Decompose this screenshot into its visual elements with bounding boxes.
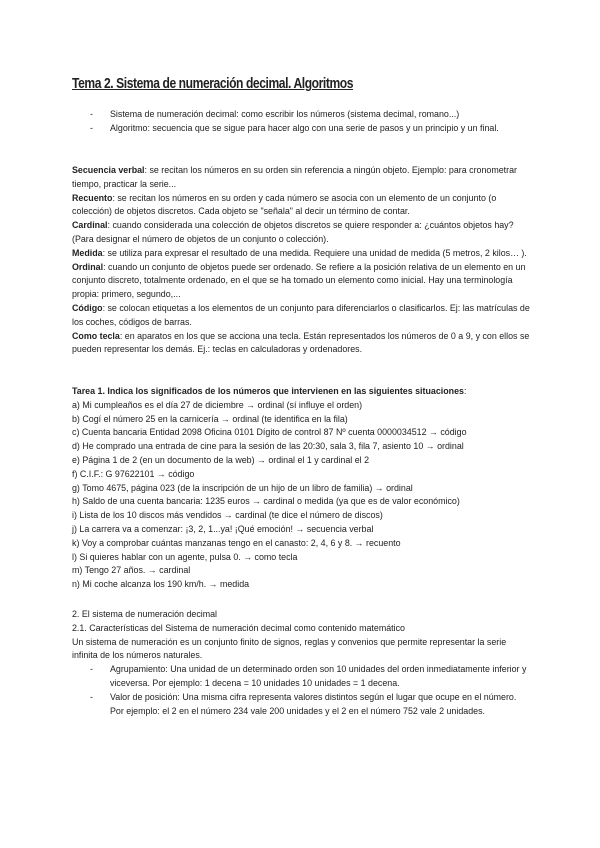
definition-codigo [72,302,532,330]
definition-recuento [72,192,532,220]
bullet-dash: - [90,691,93,702]
task-item: k) Voy a comprobar cuántas manzanas tengo en el canasto: 2, 4, 6 y 8. → recuento [72,537,401,548]
section-subheading: 2.1. Características del Sistema de numeración decimal como contenido matemático [72,622,405,633]
bullet-dash: - [90,122,93,133]
task-heading-text: . Indica los significados de los números que intervienen en las siguientes situaciones [102,386,464,396]
task-item: j) La carrera va a comenzar: ¡3, 2, 1...ya! ¡Qué emoción! → secuencia verbal [72,523,374,534]
task-item: l) Si quieres hablar con un agente, pulsa 0. → como tecla [72,551,298,562]
task-item: c) Cuenta bancaria Entidad 2098 Oficina 0101 Dígito de control 87 Nº cuenta 0000034512 → código [72,427,467,438]
definition-term: Recuento [72,192,113,203]
task-item: f) C.I.F.: G 97622101 → código [72,468,195,479]
bullet-dash: - [90,664,93,675]
task-item: h) Saldo de una cuenta bancaria: 1235 euros → cardinal o medida (ya que es de valor económico) [72,496,460,507]
definition-text: : cuando un conjunto de objetos puede ser ordenado. Se refiere a la posición relativa de un elemento en un conjunto discreto, totalmente ordenado, en el que se ha tomado un elemento como inicial. Hay una terminología propia: primero, segundo,... [72,261,526,300]
bullet-text: Valor de posición: Una misma cifra representa valores distintos según el lugar que ocupe en el número. Por ejemplo: el 2 en el número 234 vale 200 unidades y el 2 en el número 752 vale 2 unidades. [110,691,517,716]
task-item: d) He comprado una entrada de cine para la sesión de las 20:30, sala 3, fila 7, asiento 10 → ordinal [72,441,464,452]
definition-term: Como tecla [72,330,120,341]
page-title: Tema 2. Sistema de numeración decimal. Algoritmos [72,76,354,92]
task-item: m) Tengo 27 años. → cardinal [72,565,191,576]
intro-bullet-list [72,108,532,136]
task-item: n) Mi coche alcanza los 190 km/h. → medida [72,579,250,590]
task-item: b) Cogí el número 25 en la carnicería → ordinal (te identifica en la fila) [72,413,348,424]
definition-cardinal [72,219,532,247]
definition-text: : se utiliza para expresar el resultado de una medida. Requiere una unidad de medida (5 metros, 2 kilos… ). [102,247,527,258]
task-item: e) Página 1 de 2 (en un documento de la web) → ordinal el 1 y cardinal el 2 [72,454,370,465]
section-heading: 2. El sistema de numeración decimal [72,609,218,619]
bullet-text: Agrupamiento: Una unidad de un determinado orden son 10 unidades del orden inmediatamente inferior y viceversa. Por ejemplo: 1 decena = 10 unidades 10 unidades = 1 decena. [110,664,527,688]
definition-text: : se colocan etiquetas a los elementos de un conjunto para diferenciarlos o clasificarlos. Ej: las matrículas de los coches, códigos de barras. [72,302,530,327]
definition-secuencia-verbal [72,164,532,192]
list-item [72,108,532,122]
task-item: i) Lista de los 10 discos más vendidos → cardinal (te dice el número de discos) [72,510,383,521]
list-item [72,663,532,691]
section-intro: Un sistema de numeración es un conjunto finito de signos, reglas y convenios que permite representar la serie infinita de los números naturales. [72,636,507,661]
definition-term: Secuencia verbal [72,165,145,175]
list-item [72,691,532,719]
definition-text: : en aparatos en los que se acciona una tecla. Están representados los números de 0 a 9, y con ellos se pueden representar los demás. Ej.: teclas en calculadoras y ordenadores. [72,330,530,355]
task-heading-colon: : [463,386,467,396]
task-item: g) Tomo 4675, página 023 (de la inscripción de un hijo de un libro de familia) → ordinal [72,482,413,493]
definition-text: : se recitan los números en su orden sin referencia a ningún objeto. Ejemplo: para cronometrar tiempo, practicar la serie... [72,165,517,189]
bullet-text: Sistema de numeración decimal: como escribir los números (sistema decimal, romano...) [110,109,460,119]
task-item: a) Mi cumpleaños es el día 27 de diciembre → ordinal (sí influye el orden) [72,399,363,410]
definition-term: Medida [72,247,103,258]
bullet-text: Algoritmo: secuencia que se sigue para hacer algo con una serie de pasos y un principio y un final. [110,122,499,133]
list-item [72,122,532,136]
definition-text: : cuando considerada una colección de objetos discretos se quiere responder a: ¿cuántos objetos hay? (Para designar el número de objetos de un conjunto o colección). [72,220,514,244]
section-2 [72,608,532,718]
definition-text: : se recitan los números en su orden y cada número se asocia con un elemento de un conjunto (o colección) de objetos discretos. Cada objeto se "señala" al decir un término de contar. [72,192,497,217]
definition-ordinal [72,261,532,302]
definition-term: Ordinal [72,261,104,272]
definition-term: Código [72,302,103,313]
bullet-dash: - [90,109,93,119]
definition-medida [72,247,532,261]
task-label: Tarea 1 [72,386,103,396]
task-section [72,385,532,592]
definitions-section [72,164,532,357]
task-heading [72,385,532,399]
definition-term: Cardinal [72,220,108,231]
definition-como-tecla [72,330,532,358]
